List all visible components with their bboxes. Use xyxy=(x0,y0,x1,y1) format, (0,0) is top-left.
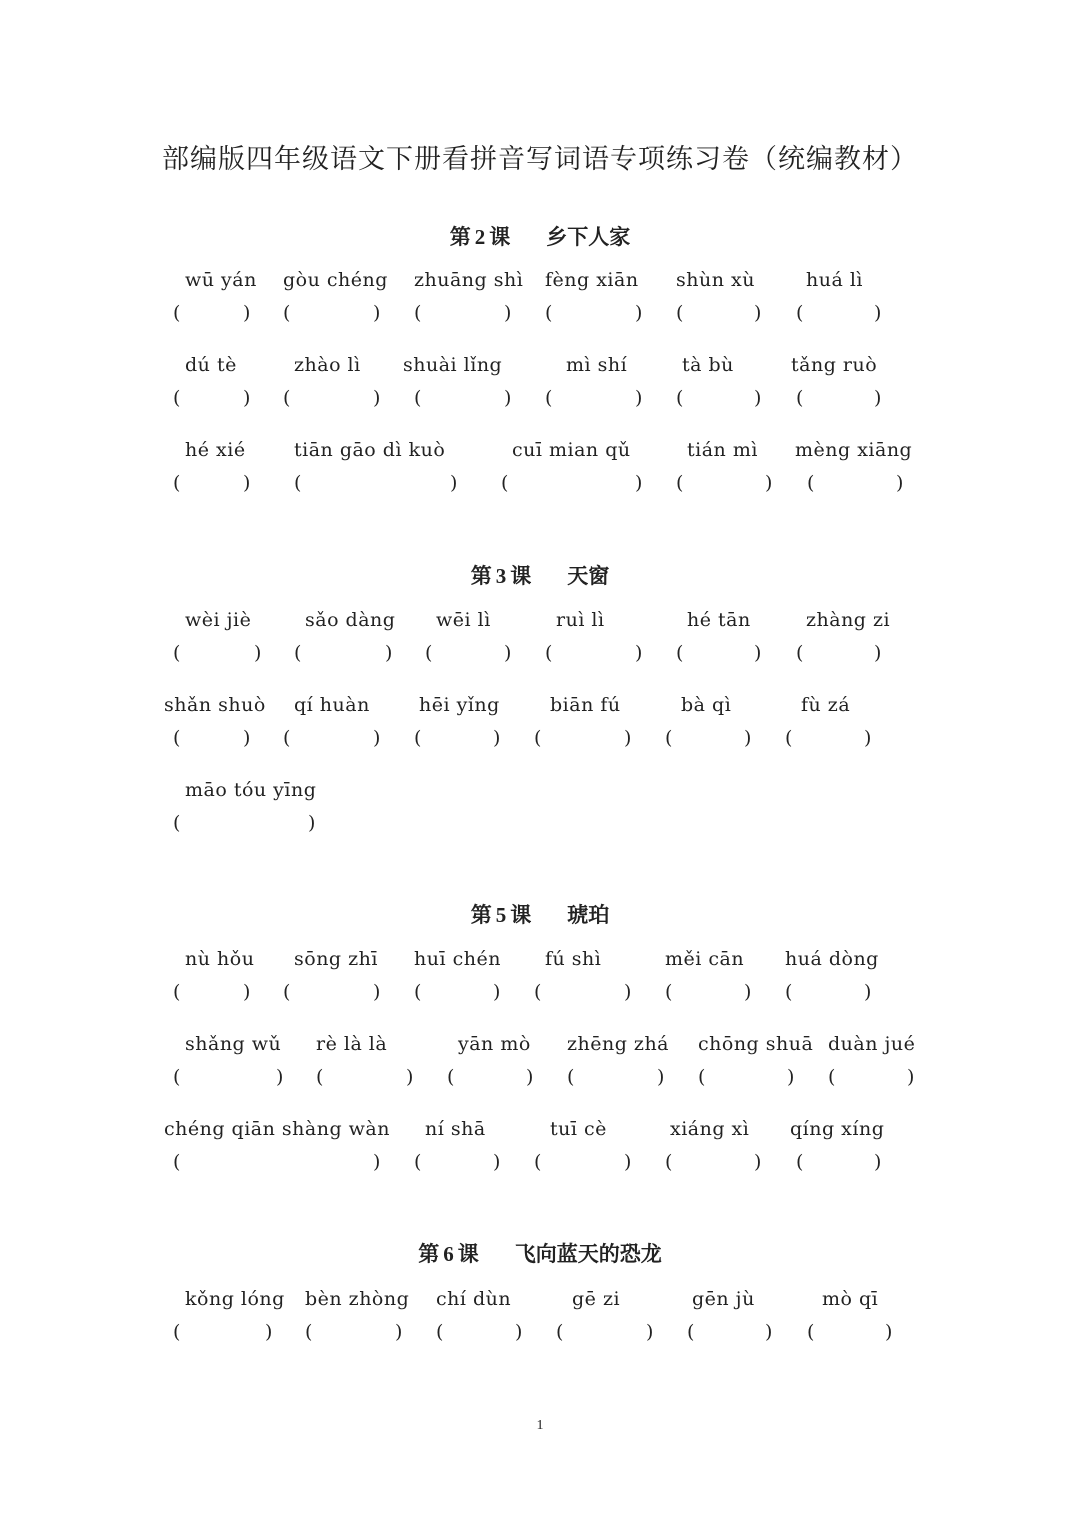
answer-blank-close: ) xyxy=(373,727,381,749)
answer-blank-close: ) xyxy=(885,1321,893,1343)
answer-blank-close: ) xyxy=(624,727,632,749)
answer-blank-close: ) xyxy=(526,1066,534,1088)
answer-blank-open[interactable]: ( xyxy=(173,302,181,324)
pinyin-prompt: shǎng wǔ xyxy=(185,1033,282,1055)
answer-blank-close: ) xyxy=(765,1321,773,1343)
answer-blank-open[interactable]: ( xyxy=(676,472,684,494)
answer-blank-close: ) xyxy=(504,642,512,664)
answer-blank-close: ) xyxy=(765,472,773,494)
answer-blank-close: ) xyxy=(243,302,251,324)
pinyin-prompt: sōng zhī xyxy=(294,948,378,970)
answer-blank-close: ) xyxy=(243,387,251,409)
answer-blank-close: ) xyxy=(874,302,882,324)
answer-blank-close: ) xyxy=(254,642,262,664)
answer-blank-close: ) xyxy=(504,302,512,324)
answer-blank-close: ) xyxy=(373,387,381,409)
answer-blank-open[interactable]: ( xyxy=(534,1151,542,1173)
answer-blank-close: ) xyxy=(635,387,643,409)
pinyin-prompt: huá dòng xyxy=(785,948,879,970)
pinyin-prompt: hēi yǐng xyxy=(419,694,500,716)
lesson-name: 乡下人家 xyxy=(546,224,631,249)
lesson-heading xyxy=(0,900,1080,930)
pinyin-prompt: zhào lì xyxy=(294,354,361,376)
answer-blank-open[interactable]: ( xyxy=(283,302,291,324)
lesson-suffix: 课 xyxy=(489,224,511,249)
answer-blank-open[interactable]: ( xyxy=(173,981,181,1003)
pinyin-prompt: huá lì xyxy=(806,269,863,291)
answer-blank-open[interactable]: ( xyxy=(698,1066,706,1088)
pinyin-prompt: gē zi xyxy=(572,1288,621,1310)
answer-blank-close: ) xyxy=(385,642,393,664)
page-number: 1 xyxy=(536,1418,544,1433)
answer-blank-open[interactable]: ( xyxy=(173,1066,181,1088)
answer-blank-open[interactable]: ( xyxy=(567,1066,575,1088)
pinyin-prompt: māo tóu yīng xyxy=(185,779,317,801)
answer-blank-close: ) xyxy=(754,387,762,409)
lesson-name: 天窗 xyxy=(567,563,610,588)
answer-blank-open[interactable]: ( xyxy=(545,642,553,664)
pinyin-prompt: chí dùn xyxy=(436,1288,512,1310)
answer-blank-close: ) xyxy=(635,642,643,664)
answer-blank-close: ) xyxy=(308,812,316,834)
answer-blank-open[interactable]: ( xyxy=(173,472,181,494)
answer-blank-open[interactable]: ( xyxy=(796,642,804,664)
pinyin-prompt: wēi lì xyxy=(436,609,491,631)
answer-blank-close: ) xyxy=(624,981,632,1003)
pinyin-prompt: zhēng zhá xyxy=(567,1033,670,1055)
answer-blank-open[interactable]: ( xyxy=(785,981,793,1003)
answer-blank-close: ) xyxy=(864,727,872,749)
pinyin-prompt: biān fú xyxy=(550,694,621,716)
lesson-prefix: 第 xyxy=(470,902,492,927)
answer-blank-open[interactable]: ( xyxy=(425,642,433,664)
lesson-prefix: 第 xyxy=(470,563,492,588)
page-title: 部编版四年级语文下册看拼音写词语专项练习卷（统编教材） xyxy=(162,144,918,175)
lesson-number: 5 xyxy=(495,903,507,927)
pinyin-prompt: tuī cè xyxy=(550,1118,607,1140)
answer-blank-open[interactable]: ( xyxy=(501,472,509,494)
answer-blank-open[interactable]: ( xyxy=(534,727,542,749)
pinyin-prompt: rè là là xyxy=(316,1033,388,1055)
lesson-prefix: 第 xyxy=(418,1241,440,1266)
answer-blank-open[interactable]: ( xyxy=(173,642,181,664)
answer-blank-open[interactable]: ( xyxy=(294,472,302,494)
lesson-number: 3 xyxy=(495,564,507,588)
pinyin-prompt: shùn xù xyxy=(676,269,755,291)
answer-blank-close: ) xyxy=(874,1151,882,1173)
pinyin-prompt: shuài lǐng xyxy=(403,354,503,376)
answer-blank-open[interactable]: ( xyxy=(316,1066,324,1088)
answer-blank-close: ) xyxy=(504,387,512,409)
lesson-heading xyxy=(0,222,1080,252)
answer-blank-open[interactable]: ( xyxy=(173,727,181,749)
lesson-heading xyxy=(0,561,1080,591)
answer-blank-open[interactable]: ( xyxy=(807,472,815,494)
pinyin-prompt: wèi jiè xyxy=(185,609,252,631)
answer-blank-open[interactable]: ( xyxy=(676,642,684,664)
answer-blank-close: ) xyxy=(450,472,458,494)
answer-blank-open[interactable]: ( xyxy=(414,727,422,749)
answer-blank-open[interactable]: ( xyxy=(436,1321,444,1343)
answer-blank-close: ) xyxy=(754,302,762,324)
pinyin-prompt: chōng shuā xyxy=(698,1033,814,1055)
pinyin-prompt: fèng xiān xyxy=(545,269,639,291)
pinyin-prompt: wū yán xyxy=(185,269,257,291)
lesson-suffix: 课 xyxy=(510,563,532,588)
lesson-suffix: 课 xyxy=(510,902,532,927)
answer-blank-close: ) xyxy=(406,1066,414,1088)
lesson-number: 2 xyxy=(474,225,486,249)
pinyin-prompt: kǒng lóng xyxy=(185,1288,285,1310)
pinyin-prompt: bà qì xyxy=(681,694,732,716)
answer-blank-close: ) xyxy=(493,981,501,1003)
pinyin-prompt: zhàng zi xyxy=(806,609,891,631)
answer-blank-open[interactable]: ( xyxy=(676,302,684,324)
pinyin-prompt: nù hǒu xyxy=(185,948,255,970)
answer-blank-open[interactable]: ( xyxy=(305,1321,313,1343)
answer-blank-open[interactable]: ( xyxy=(545,387,553,409)
lesson-suffix: 课 xyxy=(457,1241,479,1266)
pinyin-prompt: ní shā xyxy=(425,1118,486,1140)
answer-blank-open[interactable]: ( xyxy=(173,387,181,409)
pinyin-prompt: gòu chéng xyxy=(283,269,388,291)
answer-blank-open[interactable]: ( xyxy=(414,387,422,409)
answer-blank-close: ) xyxy=(754,642,762,664)
answer-blank-close: ) xyxy=(373,1151,381,1173)
pinyin-prompt: bèn zhòng xyxy=(305,1288,410,1310)
pinyin-prompt: chéng qiān shàng wàn xyxy=(164,1118,390,1140)
answer-blank-open[interactable]: ( xyxy=(556,1321,564,1343)
answer-blank-open[interactable]: ( xyxy=(173,1151,181,1173)
pinyin-prompt: huī chén xyxy=(414,948,501,970)
answer-blank-close: ) xyxy=(635,472,643,494)
answer-blank-close: ) xyxy=(493,727,501,749)
pinyin-prompt: dú tè xyxy=(185,354,237,376)
answer-blank-open[interactable]: ( xyxy=(676,387,684,409)
answer-blank-open[interactable]: ( xyxy=(665,1151,673,1173)
lesson-heading xyxy=(0,1239,1080,1269)
answer-blank-close: ) xyxy=(493,1151,501,1173)
pinyin-prompt: qí huàn xyxy=(294,694,370,716)
answer-blank-close: ) xyxy=(395,1321,403,1343)
answer-blank-close: ) xyxy=(373,981,381,1003)
pinyin-prompt: gēn jù xyxy=(692,1288,755,1310)
answer-blank-open[interactable]: ( xyxy=(283,727,291,749)
answer-blank-open[interactable]: ( xyxy=(534,981,542,1003)
answer-blank-open[interactable]: ( xyxy=(283,387,291,409)
answer-blank-open[interactable]: ( xyxy=(283,981,291,1003)
answer-blank-close: ) xyxy=(373,302,381,324)
answer-blank-open[interactable]: ( xyxy=(785,727,793,749)
answer-blank-open[interactable]: ( xyxy=(687,1321,695,1343)
pinyin-prompt: tián mì xyxy=(687,439,758,461)
answer-blank-open[interactable]: ( xyxy=(173,812,181,834)
answer-blank-close: ) xyxy=(896,472,904,494)
lesson-name: 飞向蓝天的恐龙 xyxy=(514,1241,662,1266)
pinyin-prompt: tiān gāo dì kuò xyxy=(294,439,446,461)
answer-blank-open[interactable]: ( xyxy=(545,302,553,324)
answer-blank-close: ) xyxy=(874,642,882,664)
answer-blank-open[interactable]: ( xyxy=(447,1066,455,1088)
answer-blank-close: ) xyxy=(624,1151,632,1173)
pinyin-prompt: ruì lì xyxy=(556,609,605,631)
answer-blank-close: ) xyxy=(744,727,752,749)
pinyin-prompt: duàn jué xyxy=(828,1033,916,1055)
pinyin-prompt: mèng xiāng xyxy=(795,439,913,461)
pinyin-prompt: qíng xíng xyxy=(790,1118,885,1140)
answer-blank-close: ) xyxy=(265,1321,273,1343)
answer-blank-close: ) xyxy=(787,1066,795,1088)
lesson-name: 琥珀 xyxy=(567,902,610,927)
answer-blank-close: ) xyxy=(515,1321,523,1343)
pinyin-prompt: zhuāng shì xyxy=(414,269,524,291)
answer-blank-open[interactable]: ( xyxy=(665,981,673,1003)
answer-blank-open[interactable]: ( xyxy=(807,1321,815,1343)
answer-blank-close: ) xyxy=(646,1321,654,1343)
pinyin-prompt: tà bù xyxy=(682,354,734,376)
pinyin-prompt: mì shí xyxy=(566,354,628,376)
answer-blank-open[interactable]: ( xyxy=(294,642,302,664)
answer-blank-close: ) xyxy=(864,981,872,1003)
pinyin-prompt: mò qī xyxy=(822,1288,879,1310)
answer-blank-open[interactable]: ( xyxy=(796,387,804,409)
answer-blank-open[interactable]: ( xyxy=(796,1151,804,1173)
pinyin-prompt: měi cān xyxy=(665,948,745,970)
pinyin-prompt: tǎng ruò xyxy=(791,354,878,376)
answer-blank-close: ) xyxy=(657,1066,665,1088)
answer-blank-close: ) xyxy=(907,1066,915,1088)
pinyin-prompt: cuī mian qǔ xyxy=(512,439,631,461)
answer-blank-close: ) xyxy=(243,472,251,494)
answer-blank-open[interactable]: ( xyxy=(414,302,422,324)
pinyin-prompt: hé tān xyxy=(687,609,751,631)
pinyin-prompt: xiáng xì xyxy=(670,1118,750,1140)
lesson-prefix: 第 xyxy=(449,224,471,249)
answer-blank-close: ) xyxy=(635,302,643,324)
answer-blank-close: ) xyxy=(243,727,251,749)
answer-blank-close: ) xyxy=(874,387,882,409)
answer-blank-open[interactable]: ( xyxy=(173,1321,181,1343)
pinyin-prompt: hé xié xyxy=(185,439,246,461)
answer-blank-close: ) xyxy=(276,1066,284,1088)
answer-blank-close: ) xyxy=(243,981,251,1003)
answer-blank-open[interactable]: ( xyxy=(796,302,804,324)
pinyin-prompt: sǎo dàng xyxy=(305,609,396,631)
answer-blank-open[interactable]: ( xyxy=(414,981,422,1003)
answer-blank-close: ) xyxy=(744,981,752,1003)
answer-blank-open[interactable]: ( xyxy=(828,1066,836,1088)
pinyin-prompt: fù zá xyxy=(801,694,851,716)
answer-blank-close: ) xyxy=(754,1151,762,1173)
pinyin-prompt: yān mò xyxy=(458,1033,531,1055)
answer-blank-open[interactable]: ( xyxy=(414,1151,422,1173)
lesson-number: 6 xyxy=(443,1242,454,1266)
pinyin-prompt: shǎn shuò xyxy=(164,694,266,716)
pinyin-prompt: fú shì xyxy=(545,948,602,970)
answer-blank-open[interactable]: ( xyxy=(665,727,673,749)
